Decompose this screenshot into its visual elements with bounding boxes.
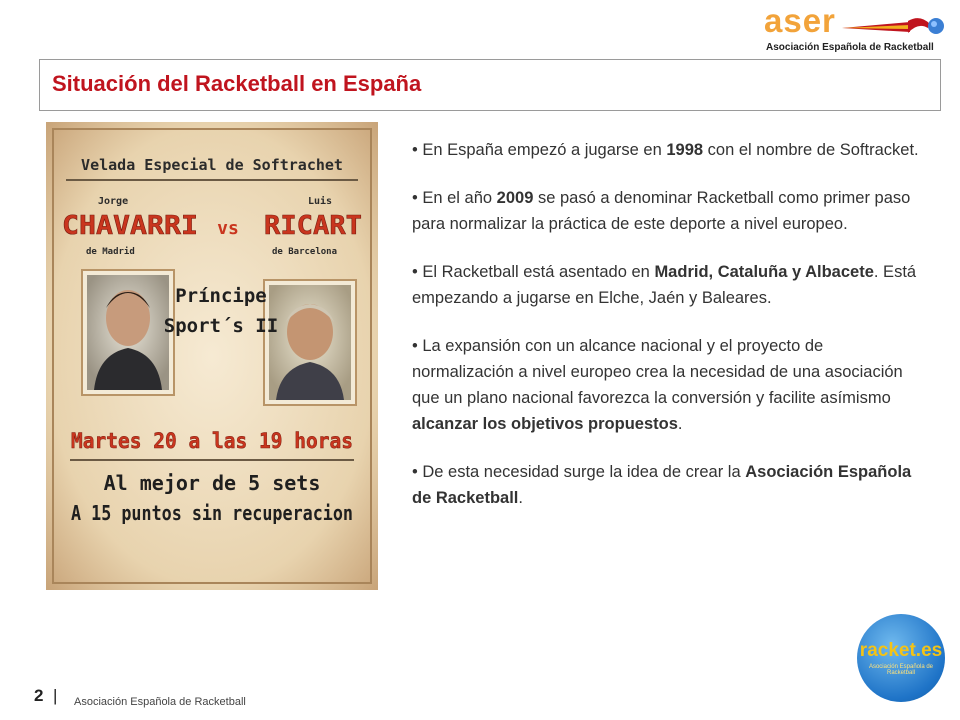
poster-venue-2: Sport´s II (163, 315, 279, 337)
page-title: Situación del Racketball en España (52, 71, 422, 96)
bullet-locations: • El Racketball está asentado en Madrid, Cataluña y Albacete. Está empezando a jugarse en Elche, Jaén y Baleares. (412, 263, 917, 307)
poster-headline: Velada Especial de Softrachet (81, 156, 343, 174)
bullet-association: • De esta necesidad surge la idea de crear la Asociación Española de Racketball. (412, 463, 912, 507)
poster-right-city: de Barcelona (272, 247, 338, 257)
poster-right-first: Luis (308, 196, 333, 207)
poster-left-first: Jorge (98, 196, 129, 207)
poster-date: Martes 20 a las 19 horas (71, 429, 353, 453)
footer-separator: | (53, 686, 58, 705)
poster-left-photo (82, 270, 174, 395)
event-poster (46, 122, 378, 590)
poster-rule-1: Al mejor de 5 sets (103, 471, 321, 495)
poster-rule-2: A 15 puntos sin recuperacion (71, 501, 353, 525)
bullet-list (412, 137, 924, 533)
aser-logo (762, 2, 947, 58)
bullet-expansion: • La expansión con un alcance nacional y el proyecto de normalización a nivel europeo crea la necesidad de una asociación que un plano nacional favorezca la conversión y facilite asímismo alcanzar los objetivos propuestos. (412, 337, 903, 433)
page-number: 2 (34, 686, 44, 705)
title-box (39, 59, 941, 111)
poster-vs: vs (217, 218, 239, 239)
logo-tagline: Asociación Española de Racketball (766, 42, 934, 53)
poster-right-photo (264, 280, 356, 405)
logo-racket-icon (842, 12, 947, 42)
footer-org: Asociación Española de Racketball (74, 696, 246, 708)
badge-subtitle: Asociación Española de Racketball (868, 664, 934, 676)
logo-wordmark: aser (764, 2, 836, 39)
poster-left-last: CHAVARRI (62, 211, 198, 241)
racket-es-badge (857, 614, 945, 702)
bullet-renamed: • En el año 2009 se pasó a denominar Racketball como primer paso para normalizar la práctica de este deporte a nivel europeo. (412, 189, 911, 233)
poster-left-city: de Madrid (86, 247, 135, 257)
bullet-softracket: • En España empezó a jugarse en 1998 con el nombre de Softracket. (412, 141, 919, 159)
poster-right-last: RICART (264, 211, 362, 241)
poster-venue-1: Príncipe (175, 285, 267, 307)
badge-name: racket.es (859, 640, 943, 661)
